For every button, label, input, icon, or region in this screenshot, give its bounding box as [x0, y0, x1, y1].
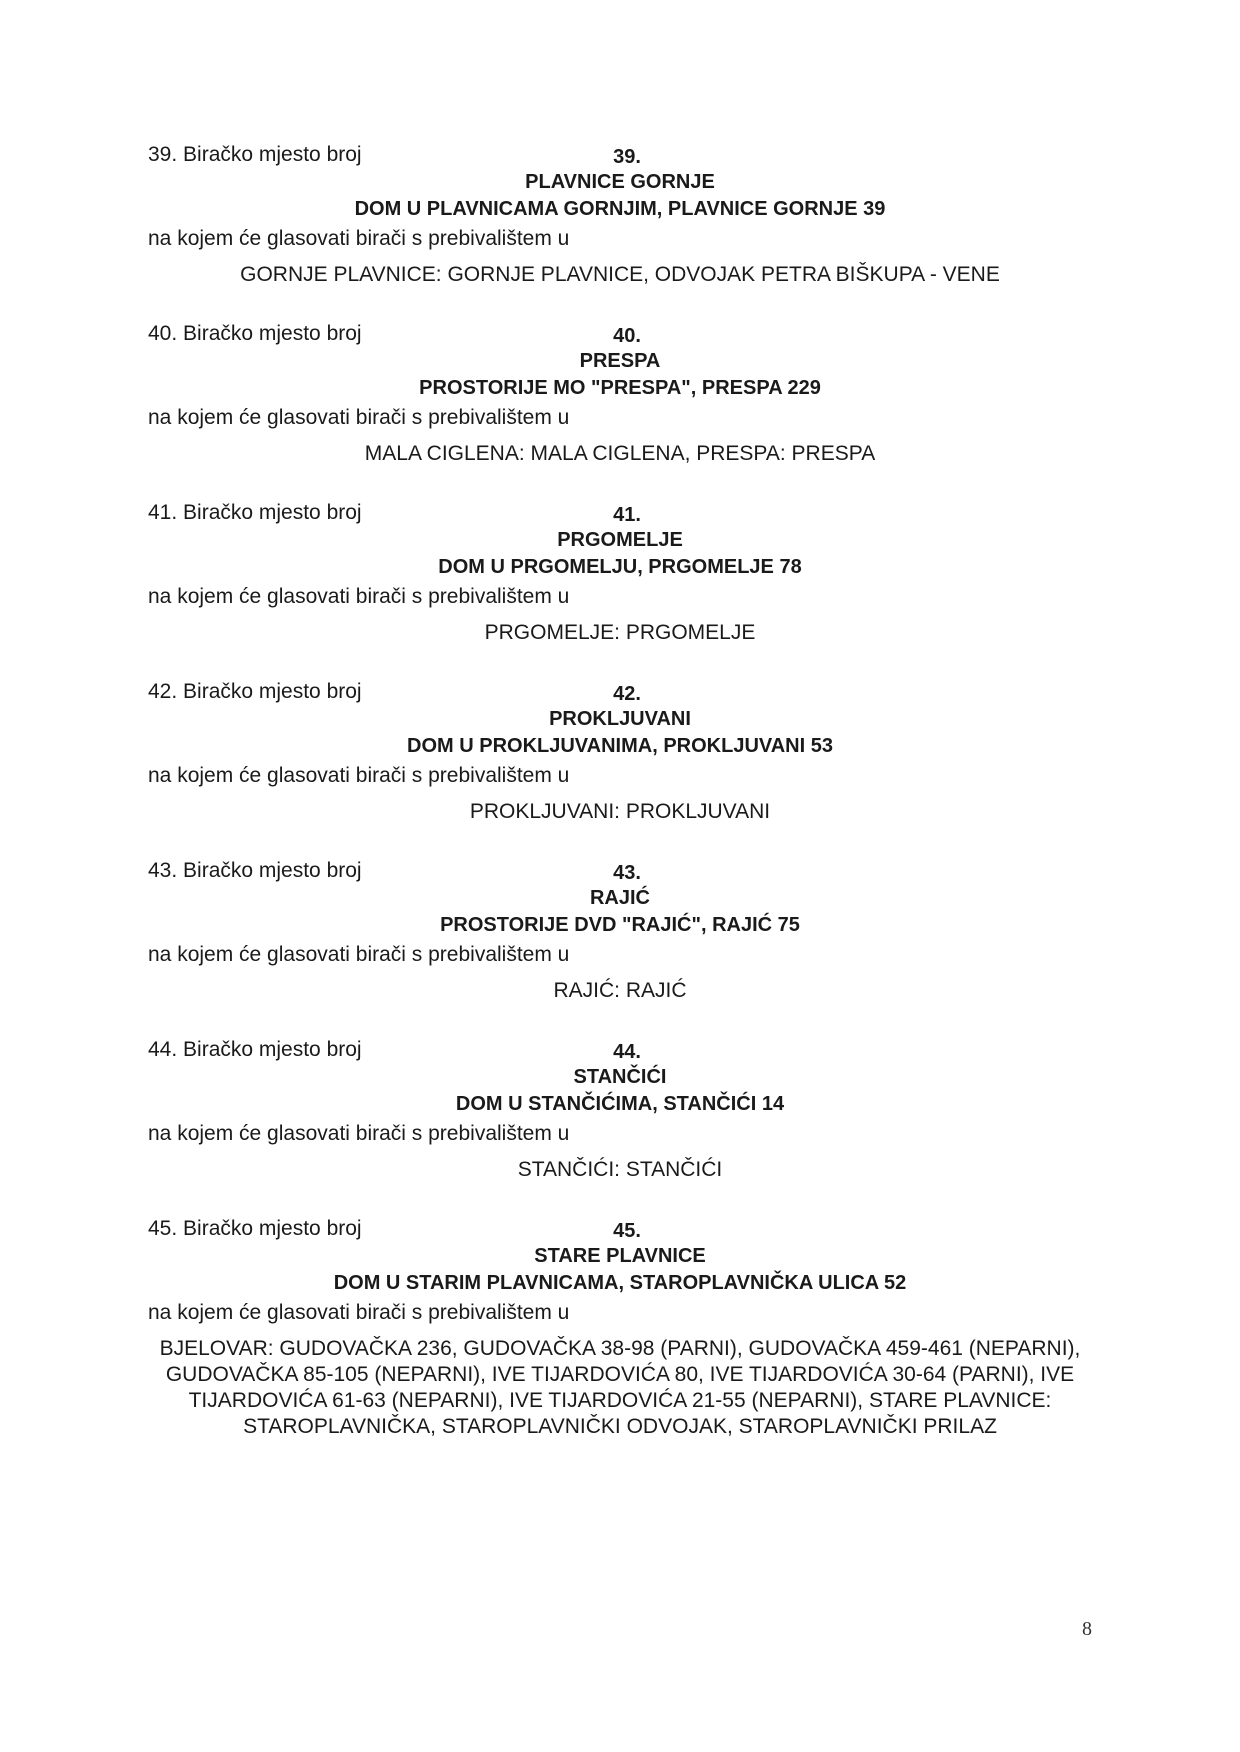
page-number: 8	[1082, 1618, 1092, 1640]
voters-text: na kojem će glasovati birači s prebivalištem u	[148, 585, 570, 608]
voter-addresses: PROKLJUVANI: PROKLJUVANI	[469, 800, 771, 823]
station-place: PLAVNICE GORNJE	[525, 171, 715, 193]
station-venue: DOM U PRGOMELJU, PRGOMELJE 78	[438, 556, 802, 578]
station-label: 39. Biračko mjesto broj	[148, 143, 362, 166]
station-number: 40.	[613, 325, 641, 347]
station-label: 43. Biračko mjesto broj	[148, 859, 362, 882]
station-place: RAJIĆ	[589, 887, 650, 909]
voters-text: na kojem će glasovati birači s prebivalištem u	[148, 1122, 570, 1145]
station-number: 42.	[613, 683, 641, 705]
station-venue: PROSTORIJE MO "PRESPA", PRESPA 229	[419, 377, 821, 399]
voter-addresses: BJELOVAR: GUDOVAČKA 236, GUDOVAČKA 38-98 (PARNI), GUDOVAČKA 459-461 (NEPARNI), GUDOVAČKA 85-105 (NEPARNI), IVE TIJARDOVIĆA 80, IVE TIJARDOVIĆA 30-64 (PARNI), IVE TIJARDOVIĆA 61-63 (NEPARNI), IVE TIJARDOVIĆA 21-55 (NEPARNI), STARE PLAVNICE: STAROPLAVNIČKA, STAROPLAVNIČKI ODVOJAK, STAROPLAVNIČKI PRILAZ	[159, 1337, 1081, 1438]
station-label: 44. Biračko mjesto broj	[148, 1038, 362, 1061]
voter-addresses: GORNJE PLAVNICE: GORNJE PLAVNICE, ODVOJAK PETRA BIŠKUPA - VENE	[240, 263, 1000, 286]
station-label: 42. Biračko mjesto broj	[148, 680, 362, 703]
station-venue: DOM U STARIM PLAVNICAMA, STAROPLAVNIČKA ULICA 52	[333, 1272, 907, 1294]
voters-text: na kojem će glasovati birači s prebivalištem u	[148, 1301, 570, 1324]
voter-addresses: STANČIĆI: STANČIĆI	[517, 1158, 723, 1181]
station-label: 41. Biračko mjesto broj	[148, 501, 362, 524]
station-venue: DOM U PROKLJUVANIMA, PROKLJUVANI 53	[407, 735, 833, 757]
station-number: 45.	[613, 1220, 641, 1242]
station-place: PRGOMELJE	[557, 529, 683, 551]
voters-text: na kojem će glasovati birači s prebivalištem u	[148, 406, 570, 429]
station-number: 41.	[613, 504, 641, 526]
station-venue: DOM U PLAVNICAMA GORNJIM, PLAVNICE GORNJE 39	[354, 198, 886, 220]
station-place: PRESPA	[579, 350, 661, 372]
voter-addresses: RAJIĆ: RAJIĆ	[553, 979, 687, 1002]
station-number: 39.	[613, 146, 641, 168]
station-venue: DOM U STANČIĆIMA, STANČIĆI 14	[455, 1093, 785, 1115]
station-place: PROKLJUVANI	[549, 708, 691, 730]
station-number: 44.	[613, 1041, 641, 1063]
station-place: STARE PLAVNICE	[534, 1245, 706, 1267]
voters-text: na kojem će glasovati birači s prebivalištem u	[148, 764, 570, 787]
voters-text: na kojem će glasovati birači s prebivalištem u	[148, 227, 570, 250]
voter-addresses: MALA CIGLENA: MALA CIGLENA, PRESPA: PRESPA	[364, 442, 876, 465]
station-place: STANČIĆI	[573, 1066, 667, 1088]
voter-addresses: PRGOMELJE: PRGOMELJE	[484, 621, 756, 644]
station-venue: PROSTORIJE DVD "RAJIĆ", RAJIĆ 75	[440, 914, 800, 936]
station-label: 45. Biračko mjesto broj	[148, 1217, 362, 1240]
voters-text: na kojem će glasovati birači s prebivalištem u	[148, 943, 570, 966]
station-label: 40. Biračko mjesto broj	[148, 322, 362, 345]
station-number: 43.	[613, 862, 641, 884]
